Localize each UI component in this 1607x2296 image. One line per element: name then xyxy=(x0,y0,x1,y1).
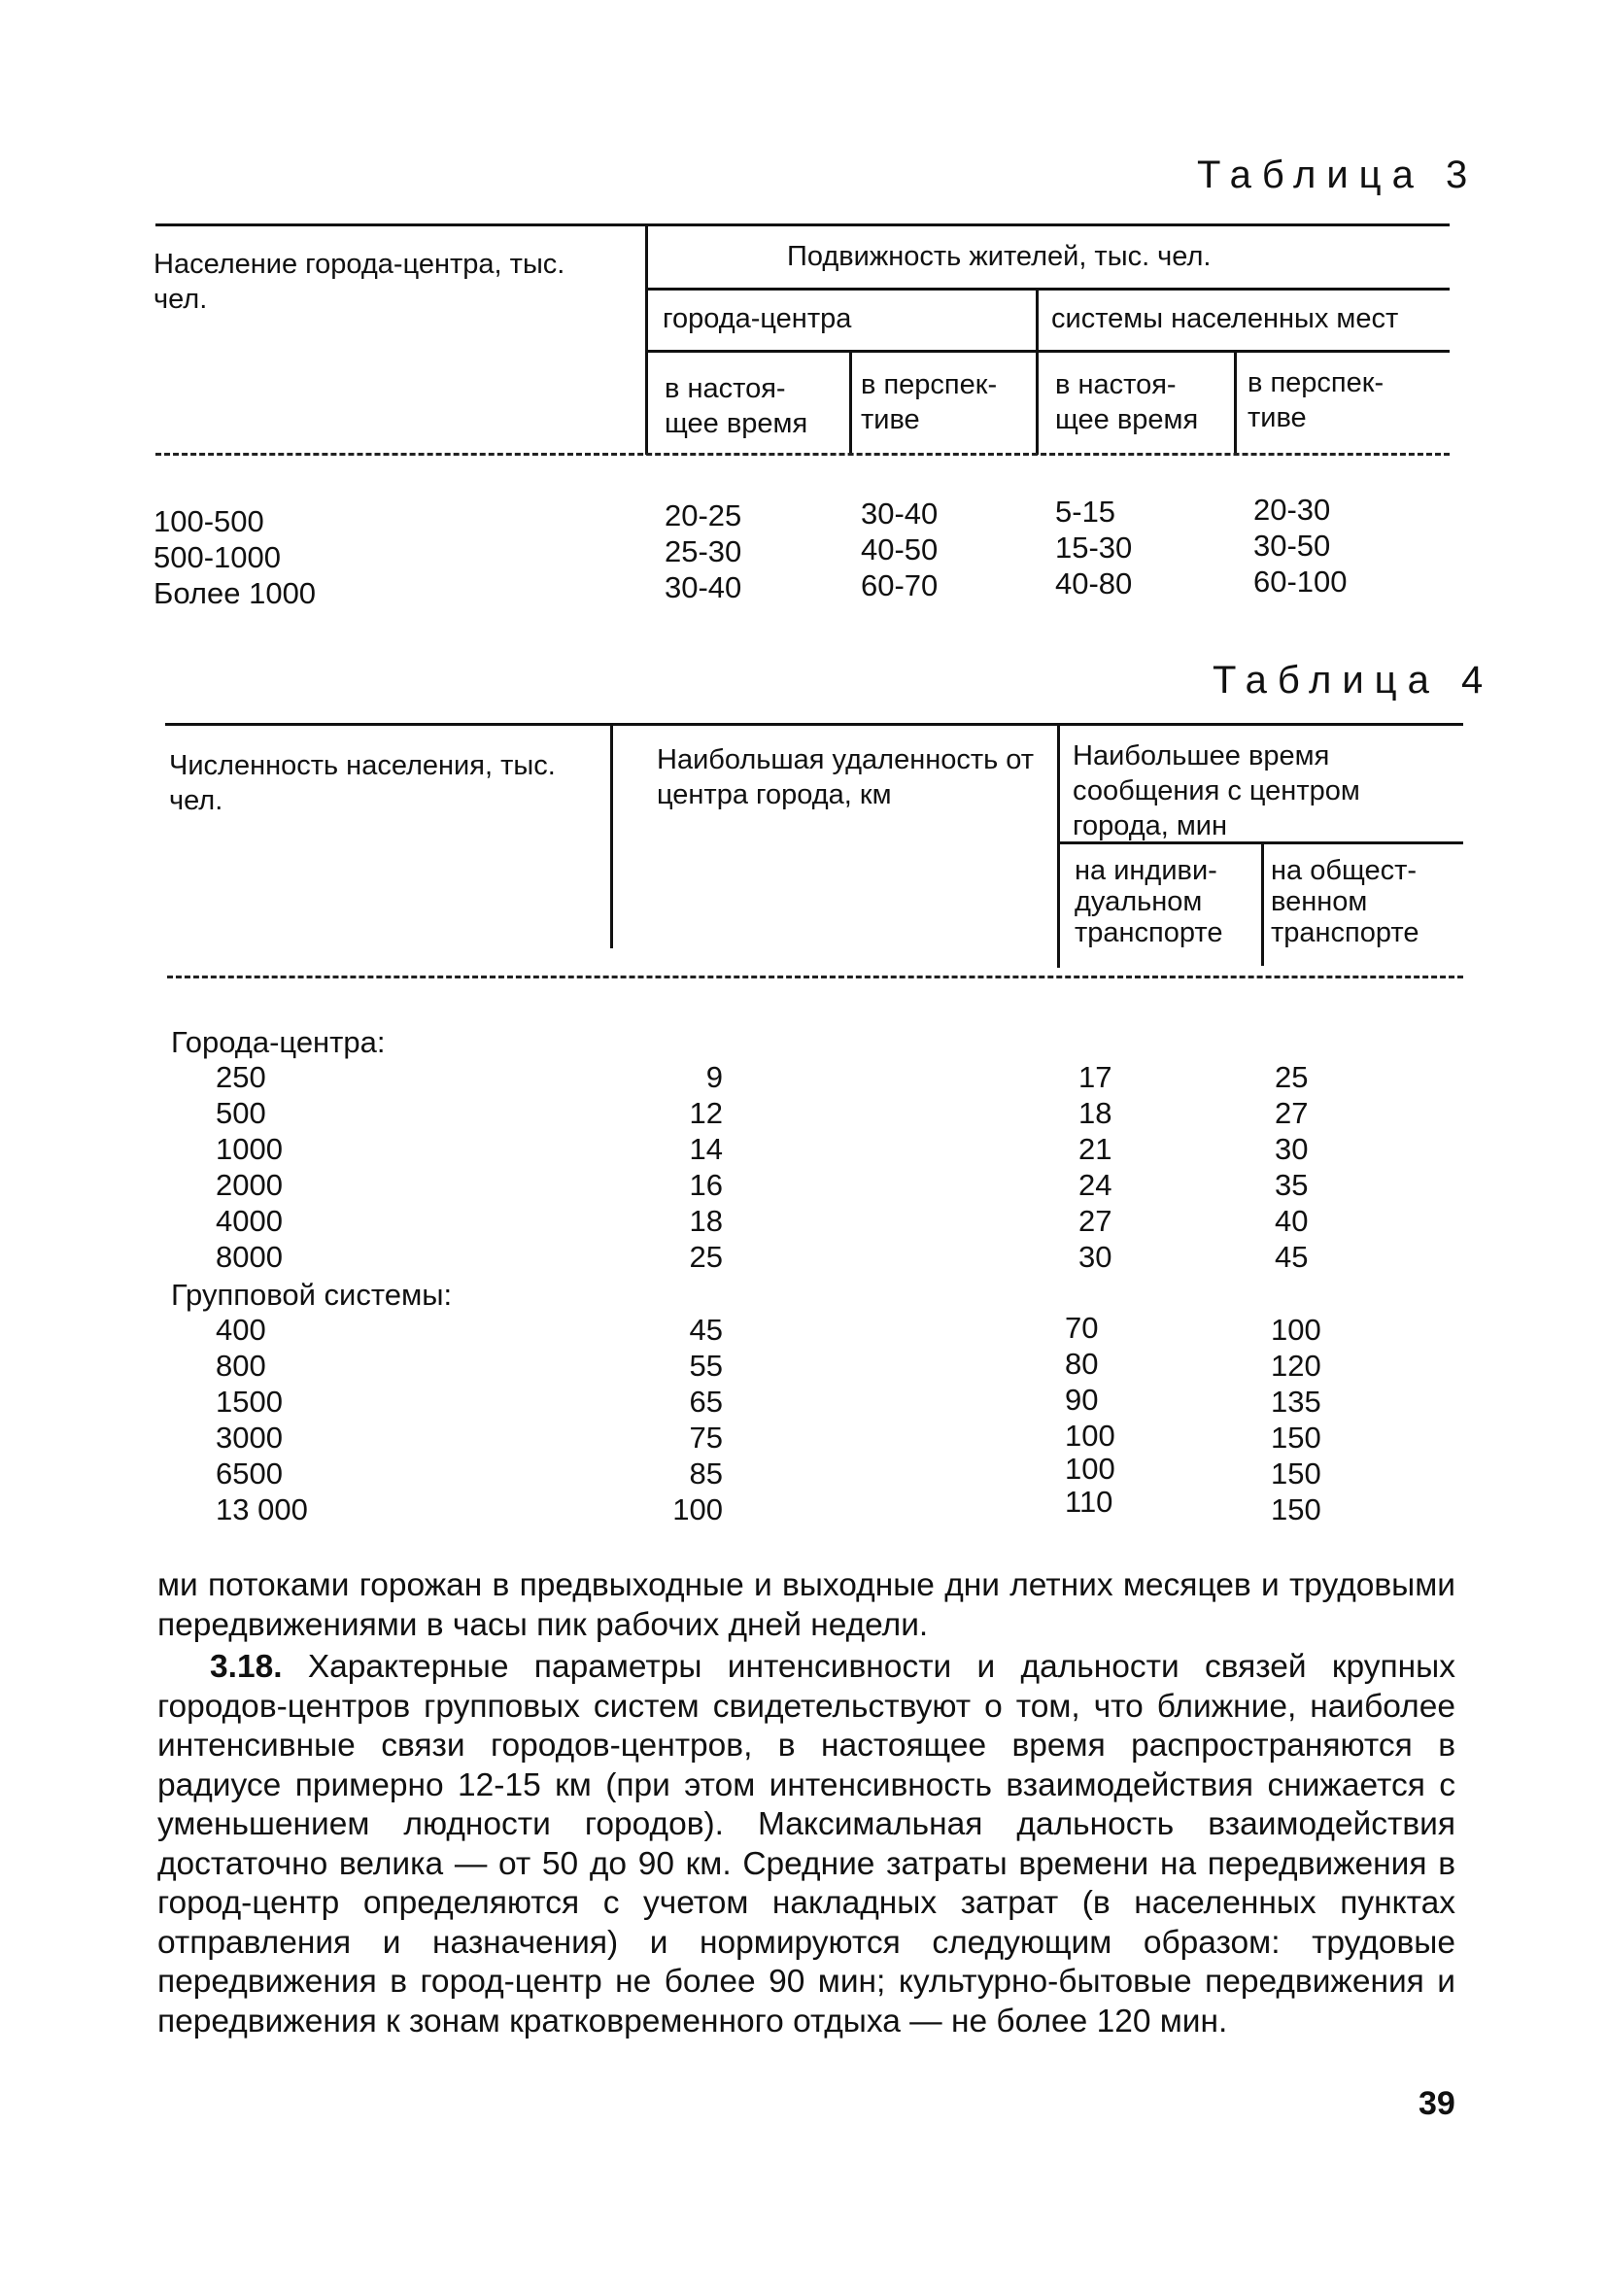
table3-column-population xyxy=(154,503,316,611)
table-cell: 27 xyxy=(1275,1096,1309,1130)
table4-header-individual: на индиви-дуальном транспорте xyxy=(1075,855,1223,948)
table4-header-public: на общест-венном транспорте xyxy=(1271,855,1419,948)
table-cell: 60-70 xyxy=(861,568,939,602)
table3-divider xyxy=(1036,288,1039,455)
table-cell: 800 xyxy=(216,1349,266,1383)
table-cell: 27 xyxy=(1078,1204,1112,1238)
table3-divider xyxy=(849,350,852,455)
table4-header-distance: Наибольшая удаленность от центра города, км xyxy=(657,744,1035,810)
table4-group-label: Города-центра: xyxy=(171,1025,386,1059)
section-number: 3.18. xyxy=(210,1649,283,1685)
table-cell: 9 xyxy=(705,1060,723,1094)
table3-header-city-now: в настоя-щее время xyxy=(665,373,808,439)
table-cell: 25 xyxy=(1275,1060,1309,1094)
table-cell: 85 xyxy=(689,1456,723,1491)
table-cell: 30-50 xyxy=(1253,529,1331,563)
table-cell: 110 xyxy=(1065,1485,1113,1519)
table-cell: 120 xyxy=(1271,1349,1321,1383)
table-cell: 5-15 xyxy=(1055,495,1116,529)
table4-body-rule xyxy=(167,976,1463,978)
table3-top-rule xyxy=(155,223,1450,226)
page-number: 39 xyxy=(1419,2085,1455,2122)
table3-column-city-future xyxy=(861,496,938,603)
table4-top-rule xyxy=(165,723,1463,726)
table-cell: 40 xyxy=(1275,1204,1309,1238)
table-cell: 25-30 xyxy=(665,534,742,568)
table-cell: 25 xyxy=(689,1240,723,1274)
table-cell: 16 xyxy=(689,1168,723,1202)
table-cell: 4000 xyxy=(216,1204,283,1238)
table-cell: 135 xyxy=(1271,1385,1321,1419)
table-cell: 30 xyxy=(1275,1132,1309,1166)
table-cell: 150 xyxy=(1271,1421,1321,1455)
table-cell: 18 xyxy=(689,1204,723,1238)
table-cell: 1500 xyxy=(216,1385,283,1419)
table3-header-rule xyxy=(648,288,1450,291)
table-cell: 400 xyxy=(216,1313,266,1347)
table4-caption: Таблица 4 xyxy=(1213,659,1494,702)
table-cell: 1000 xyxy=(216,1132,283,1166)
table3-header-system-now: в настоя-щее время xyxy=(1055,369,1199,435)
table-cell: 60-100 xyxy=(1253,565,1348,599)
table-cell: 500-1000 xyxy=(154,540,282,574)
table4-column-population xyxy=(216,1059,283,1275)
paragraph-continuation: ми потоками горожан в предвыходные и выходные дни летних месяцев и трудовыми передвижениями в часы пик рабочих дней недели. xyxy=(157,1567,1455,1643)
table-cell: 21 xyxy=(1078,1132,1112,1166)
table3-column-city-now xyxy=(665,497,741,605)
table-cell: 80 xyxy=(1065,1347,1099,1381)
table4-column-public xyxy=(1275,1059,1308,1275)
table-cell: 20-30 xyxy=(1253,493,1331,527)
table-cell: 15-30 xyxy=(1055,531,1133,565)
table-cell: 30-40 xyxy=(861,497,939,531)
table-cell: 6500 xyxy=(216,1456,283,1491)
table4-column-individual xyxy=(1078,1059,1111,1275)
table3-divider xyxy=(1234,350,1237,455)
table3-caption: Таблица 3 xyxy=(1197,154,1479,196)
table-cell: 75 xyxy=(689,1421,723,1455)
paragraph-3-18 xyxy=(157,1648,1455,2041)
table-cell: 100 xyxy=(1271,1313,1321,1347)
paragraph-text: Характерные параметры интенсивности и дальности связей крупных городов-центров групповых систем свидетельствуют о том, что ближние, наиболее интенсивные связи городов-центров, в настоящее время распространяются в радиусе примерно 12-15 км (при этом интенсивность взаимодействия снижается с уменьшением людности городов). Максимальная дальность взаимодействия достаточно велика — от 50 до 90 км. Средние затраты времени на передвижения в город-центр определяются с учетом накладных затрат (в населенных пунктах отправления и назначения) и нормируются следующим образом: трудовые передвижения в город-центр не более 90 мин; культурно-бытовые передвижения и передвижения к зонам кратковременного отдыха — не более 120 мин. xyxy=(157,1649,1456,2039)
table-cell: 150 xyxy=(1271,1456,1321,1491)
table-cell: 17 xyxy=(1078,1060,1112,1094)
table-cell: 35 xyxy=(1275,1168,1309,1202)
table4-group-label: Групповой системы: xyxy=(171,1278,453,1312)
table4-column-individual xyxy=(1065,1310,1115,1520)
table-cell: 30 xyxy=(1078,1240,1112,1274)
table-cell: 40-50 xyxy=(861,532,939,566)
table-cell: 65 xyxy=(689,1385,723,1419)
table-cell: 12 xyxy=(689,1096,723,1130)
table3-header-system: системы населенных мест xyxy=(1051,303,1399,334)
table4-divider xyxy=(610,723,613,948)
table-cell: 2000 xyxy=(216,1168,283,1202)
table-cell: 100 xyxy=(1065,1452,1115,1486)
table-cell: 100 xyxy=(1065,1419,1115,1453)
table-cell: 55 xyxy=(689,1349,723,1383)
table3-header-city-future: в перспек-тиве xyxy=(861,369,998,435)
table-cell: 18 xyxy=(1078,1096,1112,1130)
table3-column-system-future xyxy=(1253,492,1348,600)
table-cell: 20-25 xyxy=(665,498,742,532)
table4-divider xyxy=(1261,841,1264,966)
table3-header-mobility: Подвижность жителей, тыс. чел. xyxy=(787,241,1212,272)
table-cell: 100-500 xyxy=(154,504,264,538)
table3-header-population: Население города-центра, тыс. чел. xyxy=(154,249,565,315)
table-cell: 150 xyxy=(1271,1492,1321,1526)
table3-header-system-future: в перспек-тиве xyxy=(1248,367,1385,433)
table4-column-population xyxy=(216,1312,308,1527)
table4-divider xyxy=(1057,723,1060,968)
table-cell: 3000 xyxy=(216,1421,283,1455)
table-cell: 13 000 xyxy=(216,1492,308,1526)
table-cell: 100 xyxy=(672,1492,723,1526)
table4-column-public xyxy=(1271,1312,1321,1527)
table-cell: 45 xyxy=(1275,1240,1309,1274)
table-cell: Более 1000 xyxy=(154,576,317,610)
table4-column-distance xyxy=(645,1312,723,1527)
table-cell: 45 xyxy=(689,1313,723,1347)
table4-header-population: Численность населения, тыс. чел. xyxy=(169,750,556,816)
table3-divider xyxy=(645,223,648,455)
table-cell: 250 xyxy=(216,1060,266,1094)
table-cell: 30-40 xyxy=(665,570,742,604)
table-cell: 24 xyxy=(1078,1168,1112,1202)
table3-header-city: города-центра xyxy=(663,303,852,334)
table-cell: 14 xyxy=(689,1132,723,1166)
table-cell: 90 xyxy=(1065,1383,1099,1417)
table-cell: 70 xyxy=(1065,1311,1099,1345)
table-cell: 40-80 xyxy=(1055,566,1133,600)
table4-column-distance xyxy=(655,1059,723,1275)
table-cell: 8000 xyxy=(216,1240,283,1274)
table3-subheader-rule xyxy=(648,350,1450,353)
table4-header-time: Наибольшее время сообщения с центром города, мин xyxy=(1073,740,1360,841)
table-cell: 500 xyxy=(216,1096,266,1130)
table3-body-rule xyxy=(155,453,1450,456)
table3-column-system-now xyxy=(1055,494,1132,601)
